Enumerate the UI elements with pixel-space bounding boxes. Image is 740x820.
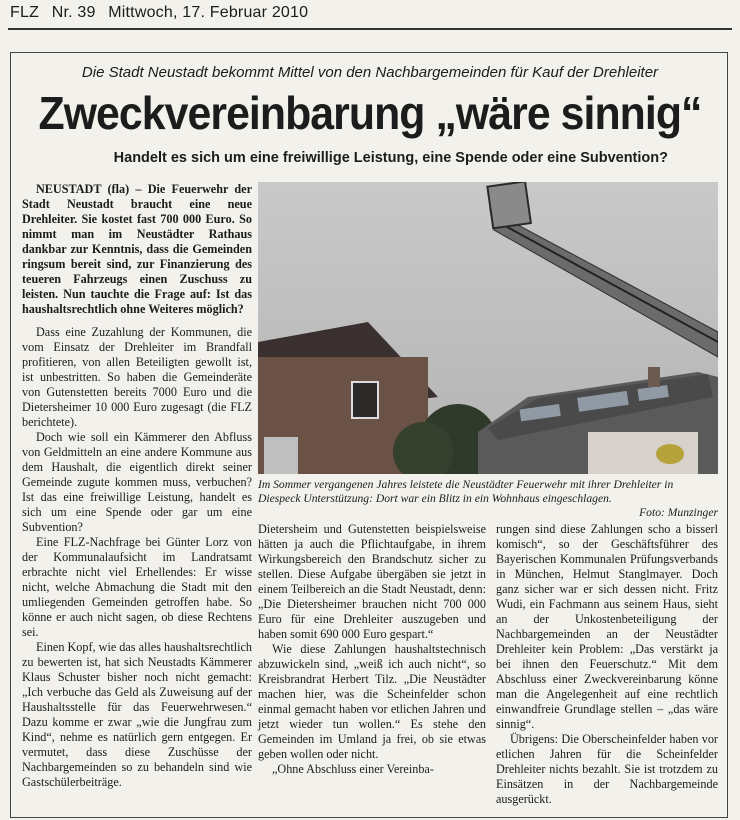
article-headline: Zweckvereinbarung „wäre sinnig“ <box>38 87 702 139</box>
fire-ladder-photo <box>258 182 718 474</box>
paragraph: Dass eine Zuzahlung der Kommunen, die vom Einsatz der Drehleiter im Brandfall profitieren, von allen Beteiligten gewollt ist, ist unbestritten. So haben die Gemeinderäte von Gutenstetten bereits 7000 Euro und die Dietersheimer 10 000 Euro zugesagt (die FLZ berichtete). <box>22 325 252 429</box>
issue-number: Nr. 39 <box>51 4 96 21</box>
paragraph: Dietersheim und Gutenstetten beispielsweise hätten ja auch die Pflichtaufgabe, in ihrem Wirkungsbereich den Brandschutz sicher zu stellen. Diese Aufgabe übergäben sie jetzt in einem Teilbereich an die Stadt Neustadt, denn: „Die Dietersheimer brauchen nicht 700 000 Euro für eine Drehleiter auszugeben und haben somit 690 000 Euro gespart.“ <box>258 522 486 641</box>
article-kicker: Die Stadt Neustadt bekommt Mittel von den Nachbargemeinden für Kauf der Drehleiter <box>81 64 659 81</box>
paragraph: Doch wie soll ein Kämmerer den Abfluss von Geldmitteln an eine andere Kommune aus dem Haushalt, die eigentlich direkt seiner Gemeinde zugute kommen muss, verbuchen? Ist das eine freiwillige Leistung, handelt es sich um eine Spende oder gar um eine Subvention? <box>22 430 252 534</box>
article-subhead: Handelt es sich um eine freiwillige Leistung, eine Spende oder eine Subvention? <box>113 150 668 166</box>
article-photo <box>258 182 718 474</box>
paragraph: Einen Kopf, wie das alles haushaltsrechtlich zu bewerten ist, hat sich Neustadts Kämmerer Klaus Schuster bisher noch nicht gemacht: „Ich verbuche das Geld als Zuweisung auf der Haushaltsstelle für das Feuerwehrwesen.“ Dazu komme er zwar „wie die Jungfrau zum Kind“, nehme es natürlich gern entgegen. Er vermutet, dass diese Zuschüsse der Nachbargemeinden so zu behandeln sind wie Gastschülerbeiträge. <box>22 640 252 789</box>
paragraph: rungen sind diese Zahlungen scho a bisserl komisch“, so der Geschäftsführer des Bayerischen Kommunalen Prüfungsverbands in München, Helmut Stanglmayer. Doch ganz sicher war er sich dessen nicht. Fritz Wudi, ein Fachmann aus seinem Haus, sieht an der Unkostenbeteiligung der Nachbargemeinden an der Neustädter Drehleiter kein Problem: „Das verstärkt ja bei ihnen den Feuerschutz.“ Mit dem Abschluss einer Zweckvereinbarung könne man die Angelegenheit auf eine rechtlich einwandfreie Grundlage stellen – „das wäre sinnig“. <box>496 522 718 731</box>
photo-credit: Foto: Munzinger <box>639 506 718 519</box>
caption-text: Im Sommer vergangenen Jahres leistete die Neustädter Feuerwehr mit ihrer Drehleiter in Diespeck Unterstützung: Dort war ein Blitz in ein Wohnhaus eingeschlagen. <box>258 478 674 505</box>
photo-caption <box>258 478 718 520</box>
issue-date: Mittwoch, 17. Februar 2010 <box>108 4 309 21</box>
masthead-rule <box>8 28 732 30</box>
paragraph: Wie diese Zahlungen haushaltstechnisch abzuwickeln sind, „weiß ich auch nicht“, so Kreisbrandrat Herbert Tilz. „Die Neustädter machen hier, was die Scheinfelder schon einmal gemacht haben vor etlichen Jahren und jetzt wieder tun wollen.“ Es stehe den Gemeinden im Umland ja frei, ob sie etwas geben wollen oder nicht. <box>258 642 486 761</box>
paragraph: „Ohne Abschluss einer Vereinba- <box>272 762 434 776</box>
paper-name: FLZ <box>10 4 40 21</box>
paragraph: Übrigens: Die Oberscheinfelder haben vor etlichen Jahren für die Scheinfelder Drehleiter nichts bezahlt. Sie ist trotzdem zu Einsätzen in der Nachbargemeinde ausgerückt. <box>496 732 718 806</box>
text-column-2 <box>258 522 486 777</box>
paragraph: Eine FLZ-Nachfrage bei Günter Lorz von der Kommunalaufsicht im Landratsamt erbrachte nicht viel Erhellendes: Er wisse nicht, welche Abmachung die Stadt mit den umliegenden Gemeinden getroffen habe. So könne er auch nicht sagen, ob diese Rechtens sei. <box>22 535 252 639</box>
lead-paragraph: NEUSTADT (fla) – Die Feuerwehr der Stadt Neustadt braucht eine neue Drehleiter. Sie kostet fast 700 000 Euro. So nimmt man im Neustädter Rathaus dankbar zur Kenntnis, dass die Gemeinden ringsum bereit sind, zur Finanzierung des teueren Fahrzeugs einen Zuschuss zu leisten. Nun tauchte die Frage auf: Ist das haushaltsrechtlich ohne Weiteres möglich? <box>22 182 252 316</box>
text-column-1 <box>22 182 252 790</box>
firefighter-helmet <box>656 444 684 464</box>
masthead <box>10 4 316 22</box>
text-column-3 <box>496 522 718 807</box>
